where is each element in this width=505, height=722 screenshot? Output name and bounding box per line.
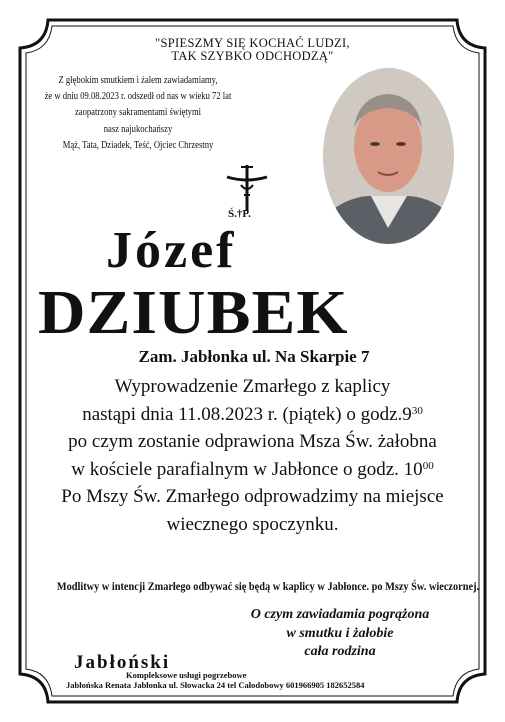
residence-address: Zam. Jabłonka ul. Na Skarpie 7 <box>138 347 370 366</box>
time-minutes: 00 <box>422 459 434 472</box>
details-line: po czym zostanie odprawiona Msza Św. żałobna <box>68 431 437 452</box>
closing-line: w smutku i żałobie <box>286 625 394 641</box>
sp-label: Ś.†P. <box>228 208 251 220</box>
details-line: Wyprowadzenie Zmarłego z kaplicy <box>114 376 391 397</box>
deceased-portrait <box>323 68 454 244</box>
first-name: Józef <box>106 222 237 279</box>
details-line: nastąpi dnia 11.08.2023 r. (piątek) o $godz.9^{30}$ <box>82 403 423 425</box>
funeral-home-address: Jabłońska Renata Jabłonka ul. Słowacka 24 tel Całodobowy 601966905 182652584 <box>66 680 365 690</box>
details-line: Po Mszy Św. Zmarłego odprowadzimy na miejsce <box>61 486 444 507</box>
closing-signature <box>215 606 465 662</box>
details-line: w kościele parafialnym w Jabłonce o godz. $10^{00}$ <box>71 458 434 480</box>
intro-line: nasz najukochańszy <box>103 123 173 135</box>
time-minutes: 30 <box>411 404 423 417</box>
funeral-details <box>25 373 480 538</box>
closing-line: O czym zawiadamia pogrążona <box>250 607 430 622</box>
quote-line-1: "SPIESZMY SIĘ KOCHAĆ LUDZI, <box>155 36 350 50</box>
quote-line-2: TAK SZYBKO ODCHODZĄ" <box>171 49 334 63</box>
quote <box>40 37 465 63</box>
intro-line: zaopatrzony sakramentami świętymi <box>74 107 202 119</box>
funeral-home-logo: Jabłoński <box>74 652 171 673</box>
funeral-home-subtitle: Kompleksowe usługi pogrzebowe <box>126 670 247 680</box>
surname: DZIUBEK <box>38 279 349 347</box>
prayer-notice: Modlitwy w intencji Zmarłego odbywać się będą w kaplicy w Jabłonce. po Mszy Św. wieczornej. <box>56 579 480 593</box>
details-line: wiecznego spoczynku. <box>166 513 339 535</box>
closing-line: cała rodzina <box>304 644 376 659</box>
intro-line: Mąż, Tata, Dziadek, Teść, Ojciec Chrzestny <box>62 139 214 151</box>
intro-line: Z głębokim smutkiem i żalem zawiadamiamy, <box>58 75 218 86</box>
announcement-intro <box>43 73 232 154</box>
intro-line: że w dniu 09.08.2023 r. odszedł od nas w wieku 72 lat <box>44 91 232 103</box>
